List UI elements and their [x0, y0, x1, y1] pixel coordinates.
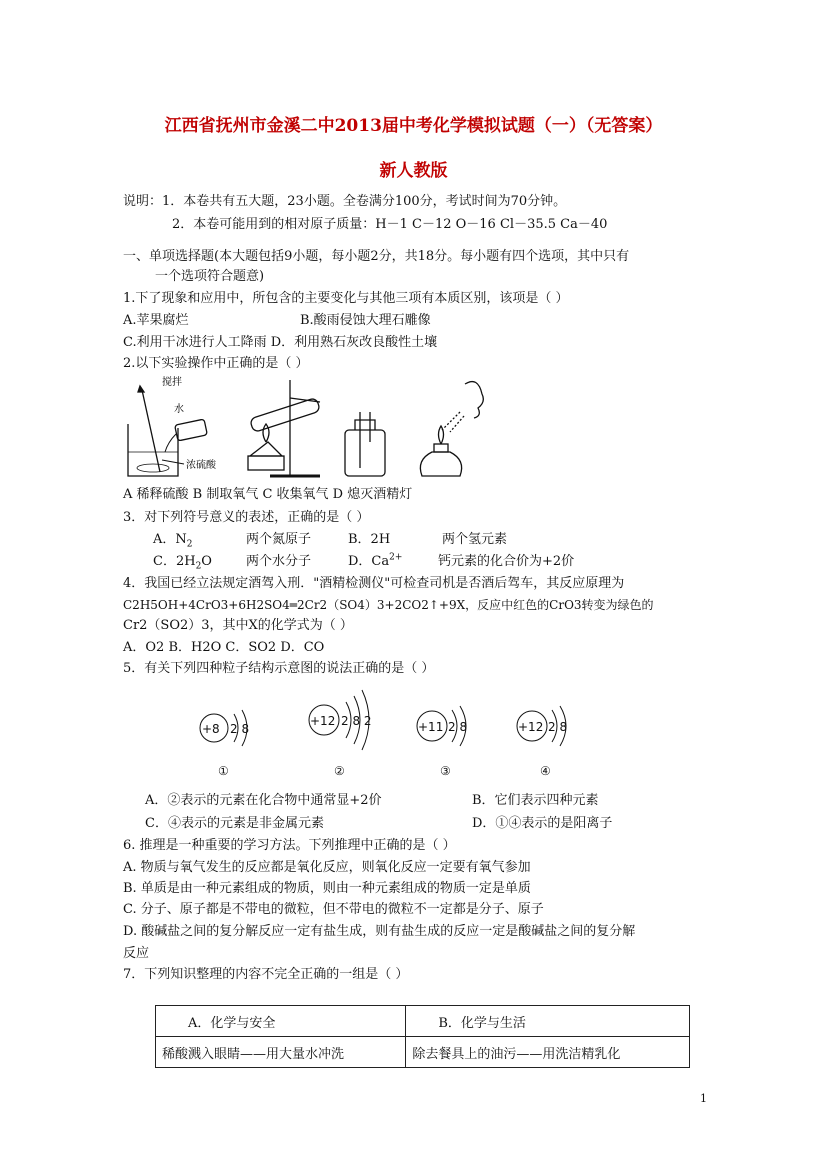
q5-atom-diagrams — [190, 680, 590, 780]
svg-text:+8: +8 — [202, 722, 220, 736]
svg-text:+12: +12 — [518, 720, 544, 734]
q4-stem: 4．我国已经立法规定酒驾入刑．"酒精检测仪"可检查司机是否酒后驾车，其反应原理为 — [123, 576, 625, 591]
q4-equation: C2H5OH+4CrO3+6H2SO4═2Cr2（SO4）3+2CO2↑+9X，反应中红色的CrO3转变为绿色的 — [123, 598, 654, 612]
stand-heating-icon — [248, 380, 320, 476]
svg-text:+11: +11 — [418, 720, 444, 734]
table-row — [156, 1006, 690, 1037]
alcohol-lamp-icon — [420, 382, 483, 476]
label-water: 水 — [174, 404, 184, 415]
section1-heading-cont: 一个选项符合题意) — [155, 269, 265, 284]
svg-text:2 8: 2 8 — [230, 722, 250, 736]
q7-knowledge-table — [155, 1005, 690, 1068]
q1-option-a: A.苹果腐烂 — [123, 313, 189, 328]
q3-option-b-meaning: 两个氢元素 — [442, 532, 508, 547]
page-number: 1 — [700, 1092, 707, 1105]
label-acid: 浓硫酸 — [186, 460, 216, 471]
q1-option-cd: C.利用干冰进行人工降雨 D．利用熟石灰改良酸性土壤 — [123, 335, 438, 350]
q3-option-d: D．$Ca^{2+}$ — [348, 552, 403, 569]
q3-option-a: A．$N_2$ — [153, 532, 193, 550]
svg-text:④: ④ — [540, 764, 551, 778]
q2-options: A 稀释硫酸 B 制取氧气 C 收集氧气 D 熄灭酒精灯 — [123, 487, 413, 502]
note-1: 说明：1．本卷共有五大题，23小题。全卷满分100分，考试时间为70分钟。 — [123, 194, 567, 209]
section1-heading: 一、单项选择题(本大题包括9小题，每小题2分，共18分。每小题有四个选项，其中只有 — [123, 249, 630, 264]
q3-stem: 3．对下列符号意义的表述，正确的是（ ） — [123, 510, 370, 525]
q5-option-b: B．它们表示四种元素 — [472, 793, 599, 808]
svg-text:①: ① — [218, 764, 229, 778]
table-header-b: B．化学与生活 — [406, 1006, 690, 1037]
svg-text:2 8: 2 8 — [548, 720, 568, 734]
q6-option-d-cont: 反应 — [123, 946, 150, 961]
note-2: 2．本卷可能用到的相对原子质量：H－1 C－12 O－16 Cl－35.5 Ca－40 — [172, 217, 608, 232]
table-cell: 除去餐具上的油污——用洗洁精乳化 — [406, 1037, 690, 1068]
q3-option-a-meaning: 两个氮原子 — [246, 532, 312, 547]
svg-text:②: ② — [334, 764, 345, 778]
doc-title-line2: 新人教版 — [379, 161, 448, 181]
table-row — [156, 1037, 690, 1068]
q1-option-b: B.酸雨侵蚀大理石雕像 — [300, 313, 431, 328]
q6-option-c: C. 分子、原子都是不带电的微粒，但不带电的微粒不一定都是分子、原子 — [123, 902, 544, 917]
gas-bottle-icon — [345, 412, 385, 476]
q6-option-b: B. 单质是由一种元素组成的物质，则由一种元素组成的物质一定是单质 — [123, 881, 531, 896]
q3-option-b: B．2H — [348, 532, 391, 547]
svg-text:③: ③ — [440, 764, 451, 778]
q3-option-d-meaning: 钙元素的化合价为+2价 — [438, 554, 575, 569]
q3-option-c-meaning: 两个水分子 — [246, 554, 312, 569]
q2-stem: 2.以下实验操作中正确的是（ ） — [123, 356, 309, 371]
q5-stem: 5．有关下列四种粒子结构示意图的说法正确的是（ ） — [123, 661, 435, 676]
q3-option-c: C．$2H_2O$ — [153, 554, 212, 572]
svg-text:2 8: 2 8 — [448, 720, 468, 734]
doc-title-line1: 江西省抚州市金溪二中2013届中考化学模拟试题（一）（无答案） — [164, 116, 663, 136]
table-header-a: A．化学与安全 — [156, 1006, 406, 1037]
atom-structure-icon-2 — [309, 690, 372, 778]
label-stir: 搅拌 — [162, 377, 182, 388]
q7-stem: 7．下列知识整理的内容不完全正确的一组是（ ） — [123, 967, 409, 982]
q4-options: A．O2 B．H2O C．SO2 D．CO — [123, 640, 325, 655]
svg-text:+12: +12 — [310, 714, 336, 728]
q6-option-a: A. 物质与氧气发生的反应都是氧化反应，则氧化反应一定要有氧气参加 — [123, 860, 531, 875]
atom-structure-icon-4 — [517, 706, 567, 778]
atom-structure-icon-3 — [417, 706, 467, 778]
table-cell: 稀酸溅入眼睛——用大量水冲洗 — [156, 1037, 406, 1068]
q4-question: Cr2（SO2）3，其中X的化学式为（ ） — [123, 618, 353, 633]
q5-option-a: A．②表示的元素在化合物中通常显+2价 — [145, 793, 382, 808]
q1-stem: 1.下了现象和应用中，所包含的主要变化与其他三项有本质区别，该项是（ ） — [123, 291, 569, 306]
q6-option-d: D. 酸碱盐之间的复分解反应一定有盐生成，则有盐生成的反应一定是酸碱盐之间的复分解 — [123, 924, 636, 939]
svg-text:2 8 2: 2 8 2 — [341, 714, 372, 728]
q6-stem: 6. 推理是一种重要的学习方法。下列推理中正确的是（ ） — [123, 838, 456, 853]
q5-option-c: C．④表示的元素是非金属元素 — [145, 816, 324, 831]
atom-structure-icon-1 — [200, 710, 249, 778]
q2-apparatus-figure — [120, 372, 520, 484]
q5-option-d: D．①④表示的是阳离子 — [472, 816, 613, 831]
